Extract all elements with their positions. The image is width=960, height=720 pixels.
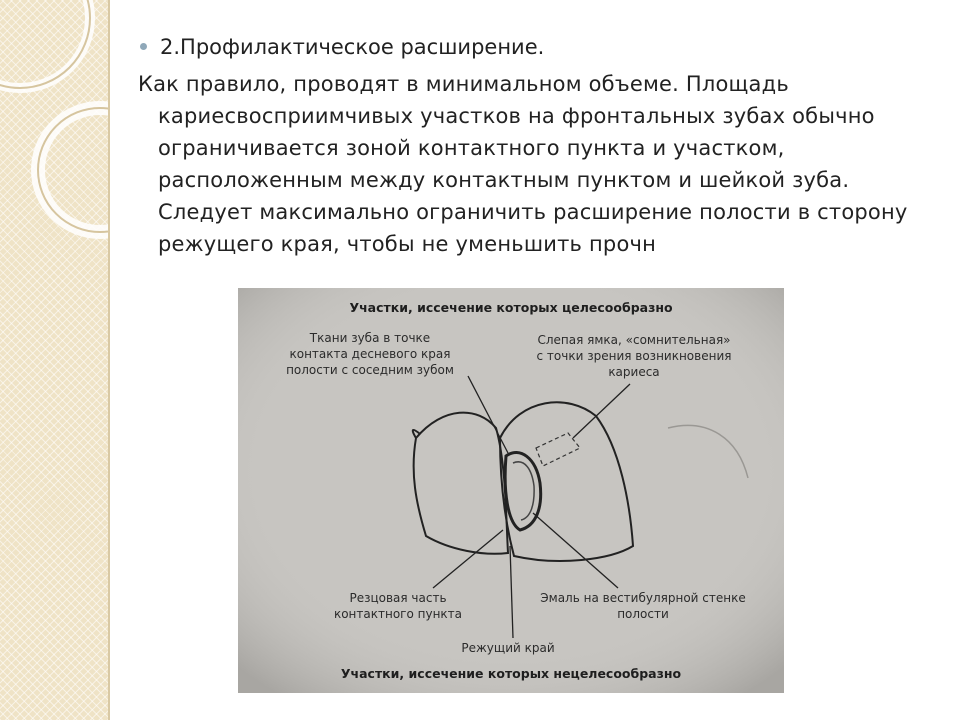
bullet-icon xyxy=(140,43,147,50)
slide-content xyxy=(138,30,938,260)
bullet-heading: 2.Профилактическое расширение. xyxy=(160,35,545,59)
figure-top-heading: Участки, иссечение которых целесообразно xyxy=(349,300,673,315)
strip-divider xyxy=(108,0,110,720)
figure-bottom-heading: Участки, иссечение которых нецелесообразно xyxy=(340,666,682,681)
label-contact-tissue: Ткани зуба в точке контакта десневого края полости с соседним зубом xyxy=(286,331,454,377)
label-cutting-edge: Режущий край xyxy=(461,641,555,655)
label-incisal-contact: Резцовая часть контактного пункта xyxy=(333,591,463,621)
body-paragraph: Как правило, проводят в минимальном объеме. Площадь кариесвосприимчивых участков на фронтальных зубах обычно ограничивается зоной контактного пункта и участком, расположенным между контактным пунктом и шейкой зуба. Следует максимально ограничить расширение полости в сторону режущего края, чтобы не уменьшить прочн xyxy=(138,72,908,256)
label-enamel: Эмаль на вестибулярной стенке полости xyxy=(540,591,746,621)
tooth-diagram-photo xyxy=(238,288,784,693)
bullet-item xyxy=(138,30,938,64)
decorative-strip xyxy=(0,0,108,720)
label-blind-pit: Слепая ямка, «сомнительная» с точки зрения возникновения кариеса xyxy=(536,333,732,379)
ring-ornament xyxy=(0,0,108,720)
